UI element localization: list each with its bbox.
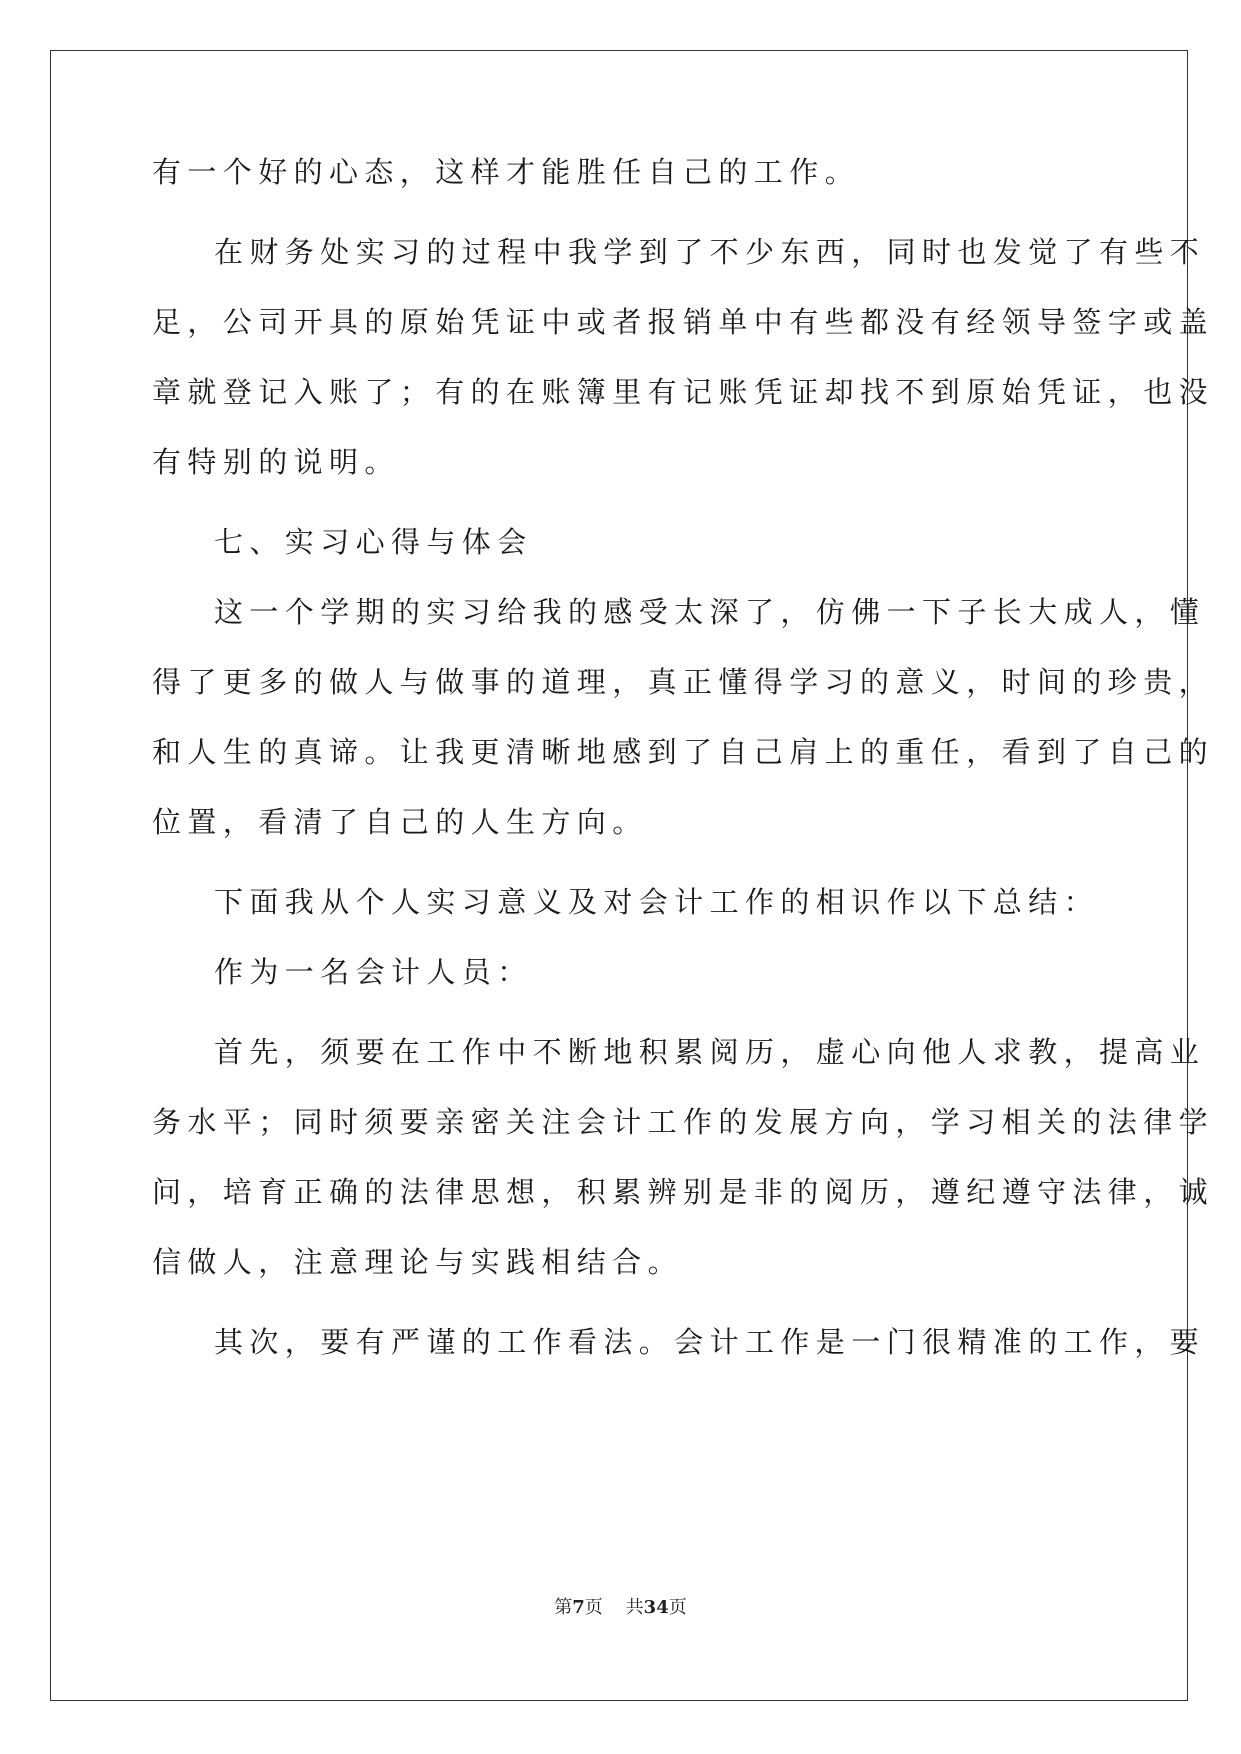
text-line-10: 位置，看清了自己的人生方向。 <box>152 805 648 839</box>
page-border <box>50 50 1188 1701</box>
text-line-1: 有一个好的心态，这样才能胜任自己的工作。 <box>152 155 861 189</box>
text-line-13: 首先，须要在工作中不断地积累阅历，虚心向他人求教，提高业 <box>214 1035 1206 1069</box>
text-line-17: 其次，要有严谨的工作看法。会计工作是一门很精准的工作，要 <box>214 1325 1206 1359</box>
text-line-16: 信做人，注意理论与实践相结合。 <box>152 1245 684 1279</box>
footer-total-suffix: 页 <box>668 1597 687 1618</box>
text-line-4: 章就登记入账了；有的在账簿里有记账凭证却找不到原始凭证，也没 <box>152 375 1215 409</box>
text-line-14: 务水平；同时须要亲密关注会计工作的发展方向，学习相关的法律学 <box>152 1105 1215 1139</box>
page-footer <box>0 1596 1241 1620</box>
section-heading: 七、实习心得与体会 <box>214 525 533 559</box>
text-line-12: 作为一名会计人员： <box>214 955 533 989</box>
text-line-15: 问，培育正确的法律思想，积累辨别是非的阅历，遵纪遵守法律，诚 <box>152 1175 1215 1209</box>
footer-total-prefix: 共 <box>625 1597 644 1618</box>
footer-prefix: 第 <box>554 1597 573 1618</box>
text-line-11: 下面我从个人实习意义及对会计工作的相识作以下总结： <box>214 885 1100 919</box>
text-line-2: 在财务处实习的过程中我学到了不少东西，同时也发觉了有些不 <box>214 235 1206 269</box>
text-line-9: 和人生的真谛。让我更清晰地感到了自己肩上的重任，看到了自己的 <box>152 735 1215 769</box>
footer-page-suffix: 页 <box>584 1597 603 1618</box>
page-number: 7 <box>572 1597 585 1618</box>
total-pages: 34 <box>643 1597 669 1618</box>
text-line-5: 有特别的说明。 <box>152 445 400 479</box>
text-line-7: 这一个学期的实习给我的感受太深了，仿佛一下子长大成人，懂 <box>214 595 1206 629</box>
text-line-8: 得了更多的做人与做事的道理，真正懂得学习的意义，时间的珍贵， <box>152 665 1215 699</box>
text-line-3: 足，公司开具的原始凭证中或者报销单中有些都没有经领导签字或盖 <box>152 305 1215 339</box>
